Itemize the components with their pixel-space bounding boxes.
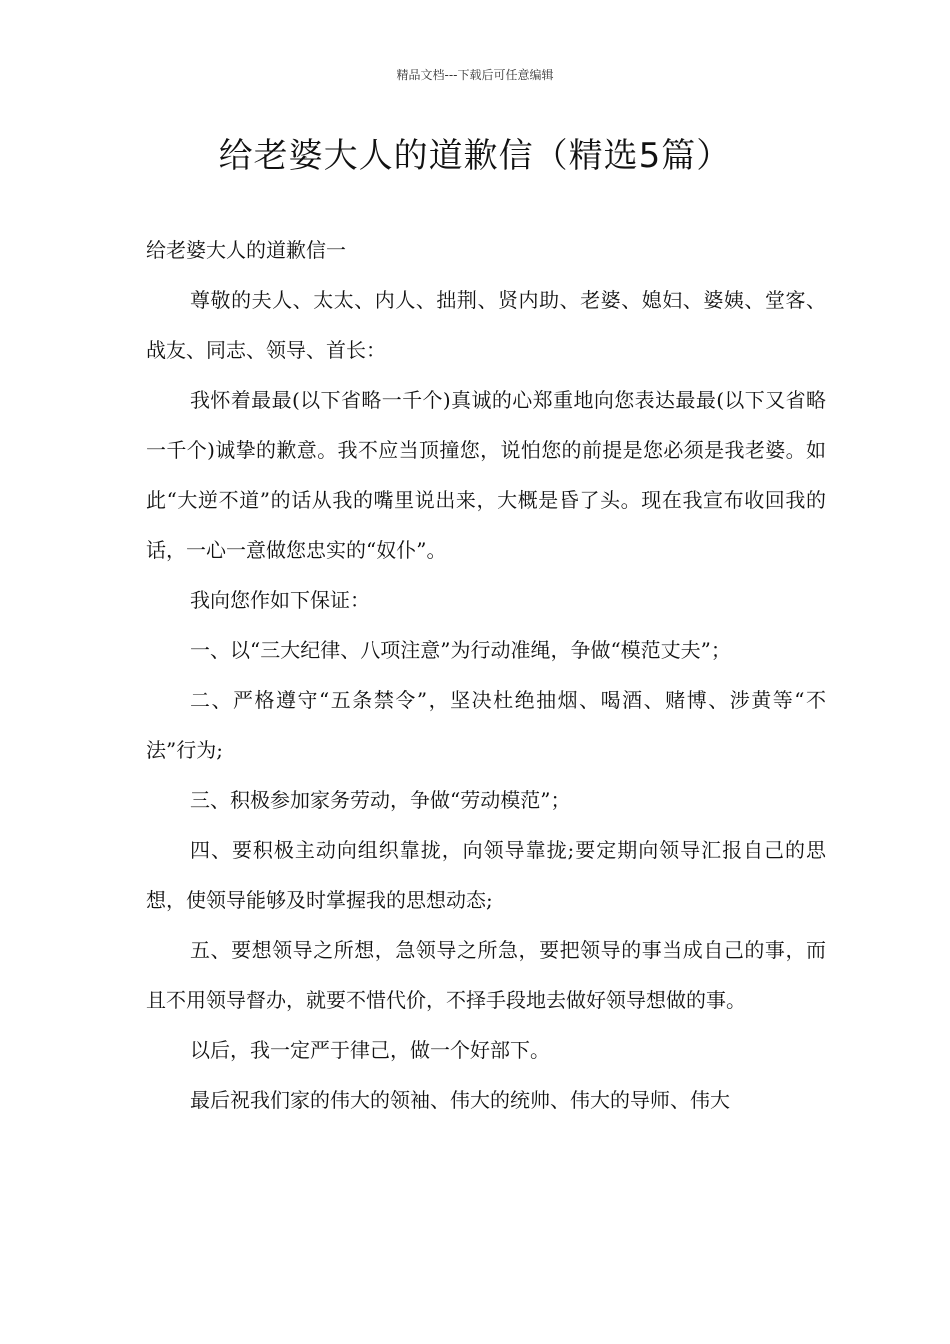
paragraph-pledge-2: 二、严格遵守“五条禁令”，坚决杜绝抽烟、喝酒、赌博、涉黄等“不法”行为;: [146, 688, 826, 762]
document-body: [146, 225, 826, 1125]
header-note: 精品文档---下载后可任意编辑: [396, 68, 554, 82]
paragraph-pledge-3: 三、积极参加家务劳动，争做“劳动模范”；: [190, 788, 571, 812]
paragraph-pledge-4: 四、要积极主动向组织靠拢，向领导靠拢;要定期向领导汇报自己的思想，使领导能够及时掌握我的思想动态;: [146, 838, 826, 912]
paragraph-pledge-intro: 我向您作如下保证：: [190, 588, 370, 612]
paragraph-pledge-1: 一、以“三大纪律、八项注意”为行动准绳，争做“模范丈夫”；: [190, 638, 731, 662]
paragraph-salutation: 尊敬的夫人、太太、内人、拙荆、贤内助、老婆、媳妇、婆姨、堂客、战友、同志、领导、首长：: [146, 288, 826, 362]
paragraph-apology: 我怀着最最(以下省略一千个)真诚的心郑重地向您表达最最(以下又省略一千个)诚挚的歉意。我不应当顶撞您，说怕您的前提是您必须是我老婆。如此“大逆不道”的话从我的嘴里说出来，大概是昏了头。现在我宣布收回我的话，一心一意做您忠实的“奴仆”。: [146, 388, 826, 562]
paragraph-pledge-5: 五、要想领导之所想，急领导之所急，要把领导的事当成自己的事，而且不用领导督办，就要不惜代价，不择手段地去做好领导想做的事。: [146, 938, 826, 1012]
section-heading: 给老婆大人的道歉信一: [146, 238, 346, 262]
paragraph-promise: 以后，我一定严于律己，做一个好部下。: [190, 1038, 550, 1062]
paragraph-closing: 最后祝我们家的伟大的领袖、伟大的统帅、伟大的导师、伟大: [190, 1088, 730, 1112]
document-title: 给老婆大人的道歉信（精选5篇）: [218, 136, 732, 176]
